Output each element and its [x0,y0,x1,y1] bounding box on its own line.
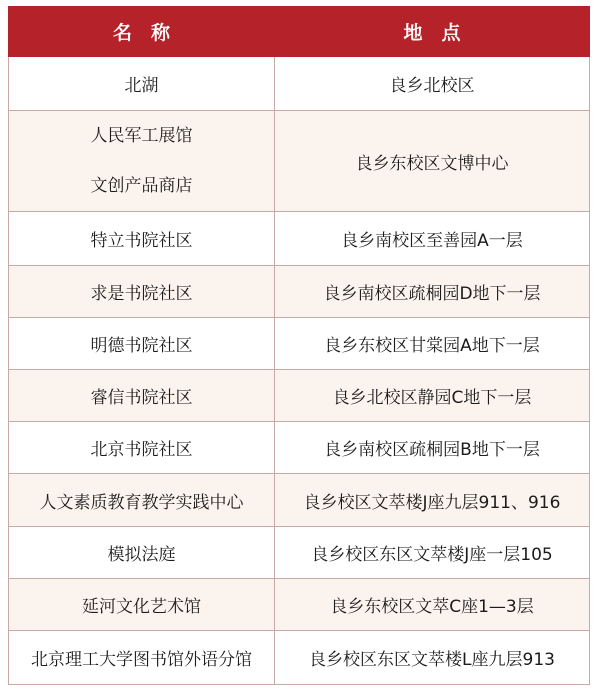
venue-name [9,111,275,212]
venue-name: 人文素质教育教学实践中心 [9,474,275,527]
venue-name: 北京理工大学图书馆外语分馆 [9,631,275,685]
venue-location: 良乡校区东区文萃楼J座一层105 [275,527,590,579]
venue-location: 良乡南校区至善园A一层 [275,212,590,266]
table-row [9,318,590,370]
table-row [9,422,590,474]
venue-table-container [8,6,589,685]
venue-location: 良乡东校区甘棠园A地下一层 [275,318,590,370]
table-row [9,111,590,212]
venue-name-line: 人民军工展馆 [90,126,193,146]
column-header-location: 地 点 [275,7,590,57]
venue-name-line: 文创产品商店 [90,176,193,196]
venue-location: 良乡东校区文萃C座1—3层 [275,579,590,631]
venue-name: 北湖 [9,57,275,111]
venue-name: 模拟法庭 [9,527,275,579]
venue-name: 北京书院社区 [9,422,275,474]
venue-location: 良乡南校区疏桐园D地下一层 [275,266,590,318]
table-row [9,474,590,527]
table-row [9,266,590,318]
venue-name: 特立书院社区 [9,212,275,266]
table-row [9,370,590,422]
venue-location: 良乡东校区文博中心 [275,111,590,212]
table-row [9,631,590,685]
table-header-row [9,7,590,57]
venue-name: 睿信书院社区 [9,370,275,422]
venue-location: 良乡北校区 [275,57,590,111]
venue-name: 明德书院社区 [9,318,275,370]
venue-location: 良乡校区文萃楼J座九层911、916 [275,474,590,527]
venue-name: 求是书院社区 [9,266,275,318]
table-row [9,57,590,111]
venue-location: 良乡南校区疏桐园B地下一层 [275,422,590,474]
venue-location: 良乡北校区静园C地下一层 [275,370,590,422]
table-row [9,527,590,579]
venue-location: 良乡校区东区文萃楼L座九层913 [275,631,590,685]
table-row [9,212,590,266]
venue-name: 延河文化艺术馆 [9,579,275,631]
table-row [9,579,590,631]
column-header-name: 名 称 [9,7,275,57]
venue-table [8,6,590,685]
